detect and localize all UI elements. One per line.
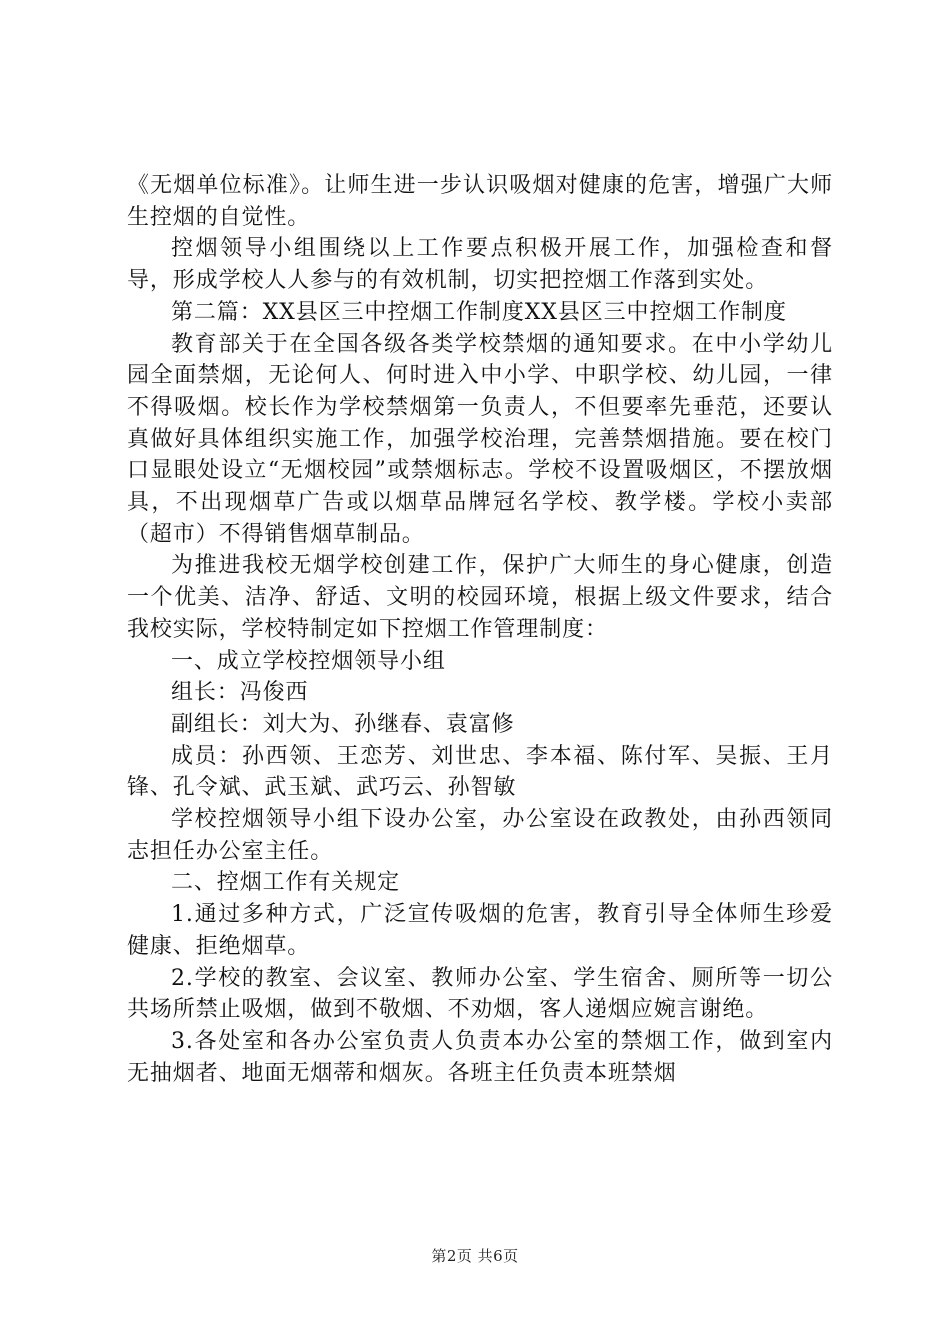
document-body — [127, 170, 833, 1089]
paragraph: 《无烟单位标准》。让师生进一步认识吸烟对健康的危害，增强广大师生控烟的自觉性。 — [127, 173, 833, 230]
page-number-footer: 第2页 共6页 — [431, 1247, 519, 1265]
subsection-heading: 一、成立学校控烟领导小组 — [171, 648, 446, 674]
paragraph: 学校控烟领导小组下设办公室，办公室设在政教处，由孙西领同志担任办公室主任。 — [127, 807, 833, 864]
section-heading: 第二篇：XX县区三中控烟工作制度XX县区三中控烟工作制度 — [171, 299, 787, 325]
paragraph: 为推进我校无烟学校创建工作，保护广大师生的身心健康，创造一个优美、洁净、舒适、文明的校园环境，根据上级文件要求，结合我校实际，学校特制定如下控烟工作管理制度： — [127, 553, 833, 642]
deputy-leader-line: 副组长：刘大为、孙继春、袁富修 — [171, 711, 515, 737]
rule-item: 3.各处室和各办公室负责人负责本办公室的禁烟工作，做到室内无抽烟者、地面无烟蒂和烟灰。各班主任负责本班禁烟 — [127, 1028, 833, 1086]
rule-item: 2.学校的教室、会议室、教师办公室、学生宿舍、厕所等一切公共场所禁止吸烟，做到不敬烟、不劝烟，客人递烟应婉言谢绝。 — [127, 965, 833, 1023]
team-leader-line: 组长：冯俊西 — [171, 680, 309, 706]
rule-item: 1.通过多种方式，广泛宣传吸烟的危害，教育引导全体师生珍爱健康、拒绝烟草。 — [127, 902, 833, 959]
members-line: 成员：孙西领、王恋芳、刘世忠、李本福、陈付军、吴振、王月锋、孔令斌、武玉斌、武巧云、孙智敏 — [127, 743, 833, 801]
paragraph: 教育部关于在全国各级各类学校禁烟的通知要求。在中小学幼儿园全面禁烟，无论何人、何时进入中小学、中职学校、幼儿园，一律不得吸烟。校长作为学校禁烟第一负责人，不但要率先垂范，还要认真做好具体组织实施工作，加强学校治理，完善禁烟措施。要在校门口显眼处设立“无烟校园”或禁烟标志。学校不设置吸烟区，不摆放烟具，不出现烟草广告或以烟草品牌冠名学校、教学楼。学校小卖部（超市）不得销售烟草制品。 — [127, 331, 833, 547]
subsection-heading: 二、控烟工作有关规定 — [171, 870, 401, 896]
paragraph: 控烟领导小组围绕以上工作要点积极开展工作，加强检查和督导，形成学校人人参与的有效机制，切实把控烟工作落到实处。 — [127, 236, 833, 294]
